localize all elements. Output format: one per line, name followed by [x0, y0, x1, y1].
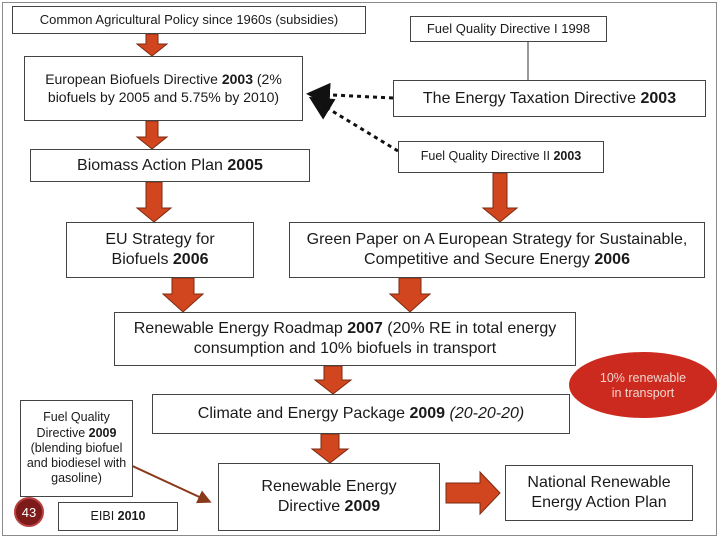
green-paper-label: Green Paper on A European Strategy for Sustainable, Competitive and Secure Energy 2006	[306, 231, 688, 268]
fqd1-box	[410, 16, 607, 42]
ebd-label: European Biofuels Directive 2003 (2% biofuels by 2005 and 5.75% by 2010)	[45, 71, 282, 105]
fqd2-box	[398, 141, 604, 173]
red-label: Renewable Energy Directive 2009	[261, 478, 397, 515]
fqd-2009-label: Fuel Quality Directive 2009 (blending biofuel and biodiesel with gasoline)	[26, 410, 127, 486]
arrow-green-paper-to-roadmap	[390, 278, 430, 312]
slide-number-badge	[14, 497, 44, 527]
arrow-bap-to-eu-strategy	[137, 182, 171, 222]
arrow-red-to-nreap	[446, 472, 500, 514]
green-paper-box	[289, 222, 705, 278]
arrow-cap-to-ebd	[137, 34, 167, 56]
nreap-box	[505, 465, 693, 521]
ebd-box	[24, 56, 303, 121]
arrow-roadmap-to-climate	[315, 366, 351, 394]
etd-label: The Energy Taxation Directive 2003	[422, 89, 677, 107]
dotted-arrow-fqd2-to-ebd	[314, 100, 398, 151]
roadmap-label: Renewable Energy Roadmap 2007 (20% RE in total energy consumption and 10% biofuels in transport	[133, 320, 557, 357]
nreap-label: National Renewable Energy Action Plan	[527, 474, 671, 511]
fqd-2009-box	[20, 400, 133, 497]
climate-package-label: Climate and Energy Package 2009 (20-20-20)	[197, 405, 525, 423]
renewable-note	[596, 360, 690, 412]
arrow-eu-strategy-to-roadmap	[163, 278, 203, 312]
eu-strategy-box	[66, 222, 254, 278]
cap-label: Common Agricultural Policy since 1960s (subsidies)	[39, 12, 339, 28]
renewable-note-label: 10% renewable in transport	[599, 370, 687, 400]
climate-package-box	[152, 394, 570, 434]
connector-fqd3-to-eibi	[126, 463, 208, 501]
cap-box	[12, 6, 366, 34]
eibi-box	[58, 502, 178, 531]
arrow-ebd-to-bap	[137, 121, 167, 149]
etd-box	[393, 80, 706, 117]
arrow-fqd2-to-green-paper	[483, 173, 517, 222]
eu-strategy-label: EU Strategy for Biofuels 2006	[105, 231, 215, 268]
dotted-arrow-etd-to-ebd	[312, 94, 393, 98]
slide-number: 43	[21, 504, 37, 520]
fqd1-label: Fuel Quality Directive I 1998	[426, 21, 591, 37]
eibi-label: EIBI 2010	[90, 508, 146, 523]
bap-label: Biomass Action Plan 2005	[77, 156, 263, 174]
red-box	[218, 463, 440, 531]
arrow-climate-to-red	[312, 434, 348, 463]
roadmap-box	[114, 312, 576, 366]
bap-box	[30, 149, 310, 182]
fqd2-label: Fuel Quality Directive II 2003	[420, 149, 582, 164]
